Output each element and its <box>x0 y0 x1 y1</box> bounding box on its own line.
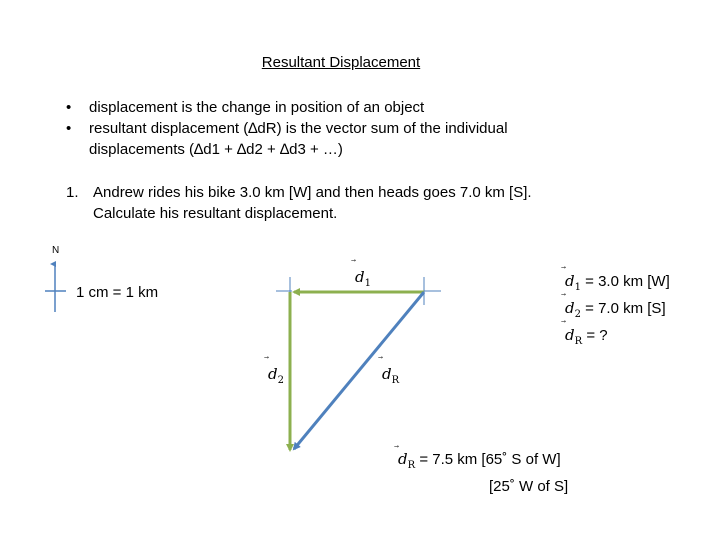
vector-dR-arrow <box>294 292 424 449</box>
given-d1: $d_1 = 3.0$ km [W] <box>565 272 670 293</box>
bullet-text: displacement is the change in position of an object <box>89 99 425 116</box>
problem-text-continued: Calculate his resultant displacement. <box>93 205 338 222</box>
given-values <box>565 271 670 352</box>
scale-label: 1 cm = 1 km <box>76 284 159 301</box>
slide-title: Resultant Displacement <box>261 54 421 71</box>
problem-text: Andrew rides his bike 3.0 km [W] and then heads goes 7.0 km [S]. <box>93 184 532 201</box>
north-label: N <box>52 245 60 256</box>
bullet-marker: • <box>66 120 72 137</box>
answer-line-2: [25˚ W of S] <box>489 478 569 495</box>
problem-number: 1. <box>66 184 79 201</box>
bullet-marker: • <box>66 99 72 116</box>
resultant-answer <box>398 449 568 497</box>
bullet-text: resultant displacement (∆dR) is the vector sum of the individual <box>89 120 508 137</box>
vector-d1-label: $d_1$ <box>355 268 371 289</box>
answer-line-1: $d_R = 7.5$ km [65˚ S of W] <box>398 450 561 471</box>
given-d2: $d_2 = 7.0$ km [S] <box>565 299 666 320</box>
vector-d2-label: $d_2$ <box>268 365 284 386</box>
given-dR: $d_R$ = ? <box>565 326 608 347</box>
vector-dR-label: $d_R$ <box>382 365 400 386</box>
bullet-text-continued: displacements (∆d1 + ∆d2 + ∆d3 + …) <box>89 141 343 158</box>
